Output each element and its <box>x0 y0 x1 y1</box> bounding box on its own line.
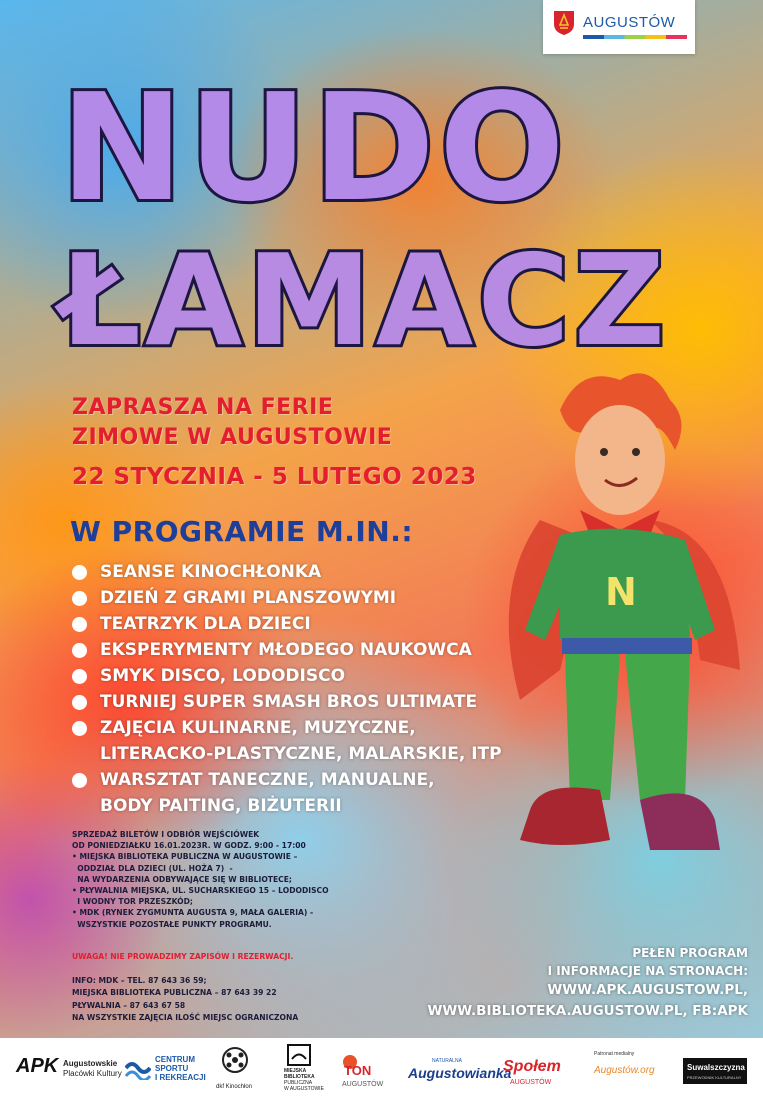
full-program-line-2: I INFORMACJE NA STRONACH: <box>547 964 748 978</box>
program-item <box>72 715 502 741</box>
program-item <box>72 689 502 715</box>
sponsor-footer <box>0 1038 763 1100</box>
program-item <box>72 611 502 637</box>
full-program-line-1: PEŁEN PROGRAM <box>632 946 748 960</box>
sport-logo-line-2: SPORTU <box>155 1064 189 1073</box>
program-item-continuation <box>72 741 502 767</box>
tickets-info-line: • PŁYWALNIA MIEJSKA, UL. SUCHARSKIEGO 15 – LODODISCO <box>72 886 329 896</box>
contact-info <box>72 975 298 1025</box>
bullet-dot-icon <box>72 721 87 736</box>
contact-line: INFO: MDK – TEL. 87 643 36 59; <box>72 976 207 985</box>
program-item-text: TEATRZYK DLA DZIECI <box>100 614 311 634</box>
invite-line-2: ZIMOWE W AUGUSTOWIE <box>72 425 393 450</box>
program-item-text: ZAJĘCIA KULINARNE, MUZYCZNE, <box>100 718 416 738</box>
bullet-dot-icon <box>72 565 87 580</box>
suwalszczyzna-sub: PRZEWODNIK KULTURALNY <box>687 1075 742 1080</box>
contact-line: PŁYWALNIA – 87 643 67 58 <box>72 1000 186 1010</box>
city-crest-icon <box>553 10 575 36</box>
ton-logo-mark: TON <box>344 1063 372 1078</box>
library-logo-line-1: MIEJSKA <box>284 1068 307 1074</box>
library-logo-line-3: PUBLICZNA <box>284 1080 313 1086</box>
program-item-text: EKSPERYMENTY MŁODEGO NAUKOWCA <box>100 640 472 660</box>
bullet-dot-icon <box>72 669 87 684</box>
augustowianka-small: NATURALNA <box>432 1058 462 1064</box>
tickets-info-line: ODDZIAŁ DLA DZIECI (UL. HOŻA 7) - <box>72 863 233 873</box>
bullet-dot-icon <box>72 617 87 632</box>
tickets-info-line: I WODNY TOR PRZESZKÓD; <box>72 897 193 907</box>
apk-logo-mark: APK <box>16 1055 59 1077</box>
title-line-2: ŁAMACZ <box>60 227 670 374</box>
title-line-1: NUDO <box>60 62 569 234</box>
tickets-info-line: • MDK (RYNEK ZYGMUNTA AUGUSTA 9, MAŁA GALERIA) - <box>72 908 314 918</box>
spolem-logo-mark: Społem <box>503 1058 561 1075</box>
city-logo-name: AUGUSTÓW <box>583 14 676 31</box>
program-heading: W PROGRAMIE M.IN.: <box>70 515 414 548</box>
svg-text:N: N <box>605 570 637 614</box>
sport-wave-icon <box>125 1058 151 1080</box>
program-item <box>72 637 502 663</box>
bullet-dot-icon <box>72 695 87 710</box>
program-item-text: SMYK DISCO, LODODISCO <box>100 666 346 686</box>
city-logo-stripe <box>583 35 687 39</box>
boy-superhero-illustration <box>500 370 740 890</box>
program-item <box>72 767 502 793</box>
program-item <box>72 585 502 611</box>
library-book-icon <box>287 1044 311 1066</box>
website-link-biblioteka[interactable]: WWW.BIBLIOTEKA.AUGUSTOW.PL, FB:APK <box>427 1003 748 1019</box>
program-item <box>72 559 502 585</box>
full-program-info <box>427 944 748 1022</box>
augustowianka-name: Augustowianka <box>408 1065 512 1081</box>
bullet-dot-icon <box>72 773 87 788</box>
contact-line: MIEJSKA BIBLIOTEKA PUBLICZNA – 87 643 39 22 <box>72 988 277 998</box>
program-item-continuation <box>72 793 502 819</box>
apk-logo-line-1: Augustowskie <box>63 1059 118 1068</box>
tickets-info-line: WSZYSTKIE POZOSTAŁE PUNKTY PROGRAMU. <box>72 919 272 929</box>
ton-logo-sub: AUGUSTÓW <box>342 1081 384 1088</box>
apk-logo-line-2: Placówki Kultury <box>63 1069 122 1078</box>
sport-logo-line-3: I REKREACJI <box>155 1073 206 1082</box>
program-item-text: BODY PAITING, BIŻUTERII <box>100 796 342 816</box>
tickets-info-line: SPRZEDAŻ BILETÓW I ODBIÓR WEJŚCIÓWEK <box>72 830 260 839</box>
patronage-label: Patronat medialny <box>594 1051 635 1057</box>
program-item-text: DZIEŃ Z GRAMI PLANSZOWYMI <box>100 588 397 608</box>
tickets-info-line: OD PONIEDZIAŁKU 16.01.2023R. W GODZ. 9:00 - 17:00 <box>72 841 306 851</box>
suwalszczyzna-logo <box>683 1058 747 1084</box>
program-item-text: TURNIEJ SUPER SMASH BROS ULTIMATE <box>100 692 478 712</box>
tickets-info-line: NA WYDARZENIA ODBYWAJĄCE SIĘ W BIBLIOTECE; <box>72 874 292 884</box>
reservation-warning: UWAGA! NIE PROWADZIMY ZAPISÓW I REZERWACJI. <box>72 952 294 961</box>
library-logo-line-2: BIBLIOTEKA <box>284 1074 315 1080</box>
program-item-text: SEANSE KINOCHŁONKA <box>100 562 322 582</box>
program-item <box>72 663 502 689</box>
spolem-logo-sub: AUGUSTÓW <box>510 1079 552 1086</box>
tickets-info-line: • MIEJSKA BIBLIOTEKA PUBLICZNA W AUGUSTOWIE – <box>72 852 298 862</box>
program-list <box>72 559 502 819</box>
invite-line-1: ZAPRASZA NA FERIE <box>72 395 334 420</box>
film-reel-icon <box>220 1044 250 1078</box>
bullet-dot-icon <box>72 643 87 658</box>
contact-line: NA WSZYSTKIE ZAJĘCIA ILOŚĆ MIEJSC OGRANICZONA <box>72 1013 299 1023</box>
patronage-name: Augustów.org <box>594 1065 655 1076</box>
library-logo-line-4: W AUGUSTOWIE <box>284 1086 324 1092</box>
augustow-city-logo <box>543 0 695 54</box>
bullet-dot-icon <box>72 591 87 606</box>
suwalszczyzna-name: Suwalszczyzna <box>687 1063 745 1072</box>
program-item-text: LITERACKO-PLASTYCZNE, MALARSKIE, ITP <box>100 744 502 764</box>
kinochlon-name: dkf Kinochłon <box>216 1084 253 1090</box>
program-item-text: WARSZTAT TANECZNE, MANUALNE, <box>100 770 435 790</box>
invite-dates: 22 STYCZNIA - 5 LUTEGO 2023 <box>72 464 477 490</box>
tickets-info <box>72 829 362 930</box>
sport-logo-line-1: CENTRUM <box>155 1055 195 1064</box>
website-link-apk[interactable]: WWW.APK.AUGUSTOW.PL, <box>547 982 748 998</box>
